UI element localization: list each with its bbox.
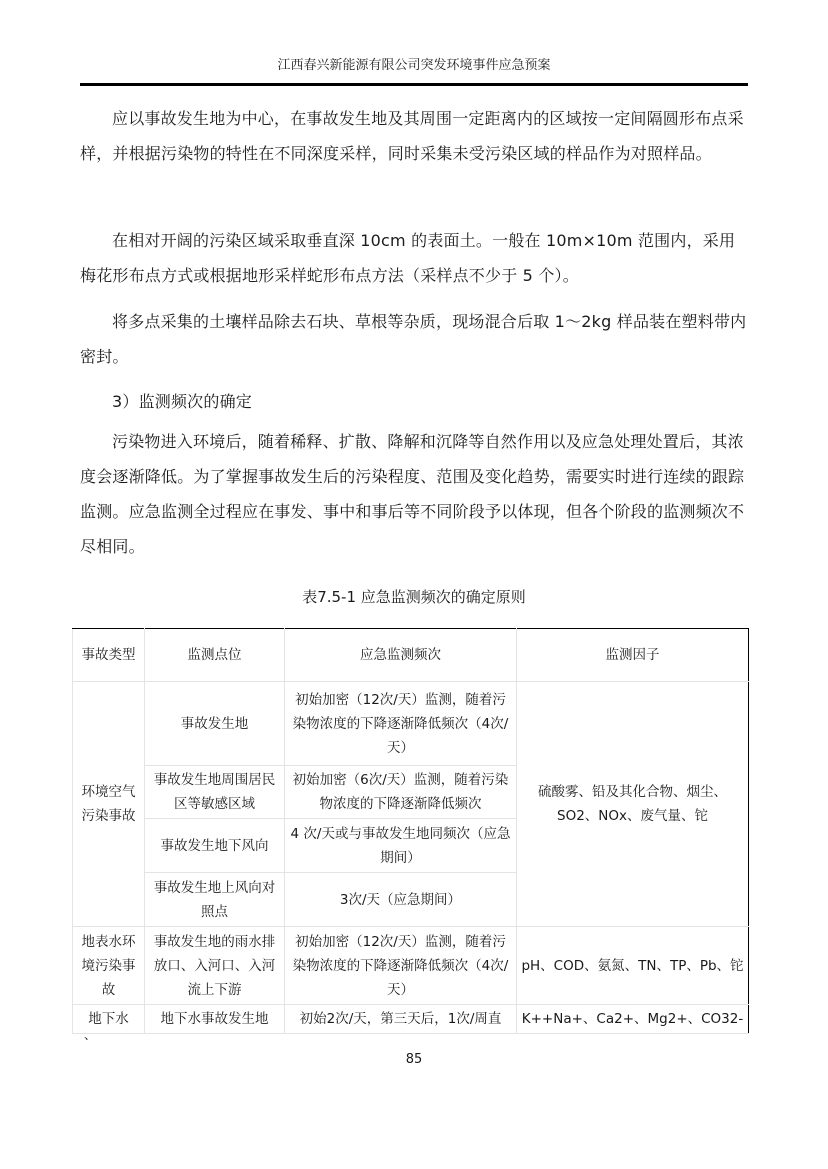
page-number: 85	[405, 1052, 423, 1067]
air-frequency: 初始加密（6次/天）监测，随着污染物浓度的下降逐渐降低频次	[285, 766, 517, 819]
surface-accident-type: 地表水环境污染事故	[73, 927, 145, 1005]
air-frequency: 初始加密（12次/天）监测，随着污染物浓度的下降逐渐降低频次（4次/天）	[285, 682, 517, 766]
section-heading-frequency: 3）监测频次的确定	[112, 392, 252, 411]
table-header-row	[73, 629, 749, 682]
ground-point: 地下水事故发生地	[145, 1005, 285, 1034]
air-frequency: 3次/天（应急期间）	[285, 873, 517, 927]
ground-accident-type: 地下水	[73, 1005, 145, 1034]
surface-point: 事故发生地的雨水排放口、入河口、入河流上下游	[145, 927, 285, 1005]
cutoff-mark: 、	[84, 1028, 97, 1042]
air-point: 事故发生地下风向	[145, 819, 285, 873]
air-point: 事故发生地周围居民区等敏感区域	[145, 766, 285, 819]
header-rule	[80, 83, 748, 86]
page-header: 江西春兴新能源有限公司突发环境事件应急预案	[277, 58, 551, 73]
ground-factors: K++Na+、Ca2+、Mg2+、CO32-	[517, 1005, 749, 1034]
table-title: 表7.5-1 应急监测频次的确定原则	[302, 588, 526, 606]
air-frequency: 4 次/天或与事故发生地同频次（应急期间）	[285, 819, 517, 873]
paragraph-sampling-layout: 应以事故发生地为中心，在事故发生地及其周围一定距离内的区域按一定间隔圆形布点采样，并根据污染物的特性在不同深度采样，同时采集未受污染区域的样品作为对照样品。	[80, 109, 744, 163]
header-monitoring-factor: 监测因子	[517, 629, 749, 682]
table-row	[73, 927, 749, 1005]
header-monitoring-point: 监测点位	[145, 629, 285, 682]
header-monitoring-frequency: 应急监测频次	[285, 629, 517, 682]
paragraph-surface-soil: 在相对开阔的污染区域采取垂直深 10cm 的表面土。一般在 10m×10m 范围内，采用梅花形布点方式或根据地形采样蛇形布点方法（采样点不少于 5 个）。	[80, 231, 736, 285]
paragraph-soil-sample: 将多点采集的土壤样品除去石块、草根等杂质，现场混合后取 1～2kg 样品装在塑料带内密封。	[80, 312, 747, 366]
paragraph-frequency: 污染物进入环境后，随着稀释、扩散、降解和沉降等自然作用以及应急处理处置后，其浓度会逐渐降低。为了掌握事故发生后的污染程度、范围及变化趋势，需要实时进行连续的跟踪监测。应急监测全过程应在事发、事中和事后等不同阶段予以体现，但各个阶段的监测频次不尽相同。	[80, 432, 745, 556]
air-accident-type: 环境空气污染事故	[73, 682, 145, 927]
air-factors: 硫酸雾、铅及其化合物、烟尘、SO2、NOx、废气量、铊	[517, 682, 749, 927]
air-point: 事故发生地	[145, 682, 285, 766]
table-row	[73, 1005, 749, 1034]
ground-frequency: 初始2次/天，第三天后，1次/周直	[285, 1005, 517, 1034]
air-point: 事故发生地上风向对照点	[145, 873, 285, 927]
header-accident-type: 事故类型	[73, 629, 145, 682]
table-row	[73, 682, 749, 766]
monitoring-frequency-table	[72, 628, 749, 1034]
surface-factors: pH、COD、氨氮、TN、TP、Pb、铊	[517, 927, 749, 1005]
surface-frequency: 初始加密（12次/天）监测，随着污染物浓度的下降逐渐降低频次（4次/天）	[285, 927, 517, 1005]
